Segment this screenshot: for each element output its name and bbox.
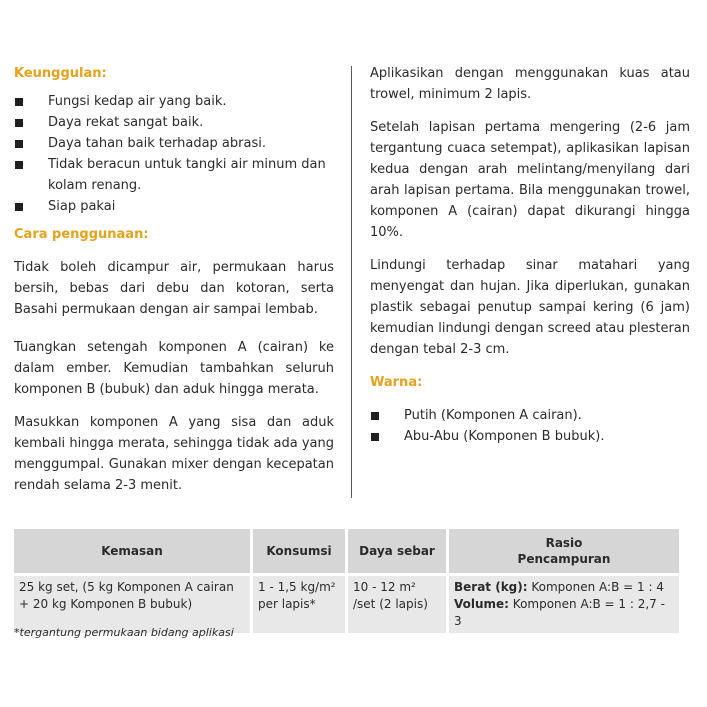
volume-value: Komponen A:B = 1 : 2,7 - 3 — [454, 597, 665, 628]
header-konsumsi: Konsumsi — [253, 529, 345, 573]
berat-value: Komponen A:B = 1 : 4 — [527, 580, 664, 594]
cara-paragraph-1: Tidak boleh dicampur air, permukaan harus bersih, bebas dari debu dan kotoran, serta Basahi permukaan dengan air sampai lembab. — [14, 260, 334, 317]
cara-paragraph-3: Masukkan komponen A yang sisa dan aduk kembali hingga merata, sehingga tidak ada yang menggumpal. Gunakan mixer dengan kecepatan rendah selama 2-3 menit. — [14, 415, 334, 493]
header-daya-sebar: Daya sebar — [348, 529, 446, 573]
list-item: Abu-Abu (Komponen B bubuk). — [370, 426, 690, 447]
spec-table-wrapper — [11, 526, 682, 636]
cell-rasio — [449, 576, 679, 633]
keunggulan-heading: Keunggulan: — [14, 66, 107, 81]
warna-heading: Warna: — [370, 375, 423, 390]
warna-list — [370, 405, 690, 447]
header-rasio-line1: Rasio — [545, 536, 583, 550]
list-item: Siap pakai — [14, 196, 334, 217]
cell-konsumsi: 1 - 1,5 kg/m² per lapis* — [253, 576, 345, 633]
table-row — [14, 576, 679, 633]
header-rasio-line2: Pencampuran — [517, 552, 611, 566]
cell-kemasan: 25 kg set, (5 kg Komponen A cairan + 20 kg Komponen B bubuk) — [14, 576, 250, 633]
cell-daya-sebar: 10 - 12 m² /set (2 lapis) — [348, 576, 446, 633]
header-kemasan: Kemasan — [14, 529, 250, 573]
volume-label: Volume: — [454, 597, 509, 611]
keunggulan-list — [14, 91, 334, 217]
berat-label: Berat (kg): — [454, 580, 528, 594]
header-rasio — [449, 529, 679, 573]
right-paragraph-3: Lindungi terhadap sinar matahari yang menyengat dan hujan. Jika diperlukan, gunakan plastik sebagai penutup sampai kering (6 jam) kemudian lindungi dengan screed atau plesteran dengan tebal 2-3 cm. — [370, 258, 690, 357]
column-divider — [351, 66, 352, 498]
list-item: Daya rekat sangat baik. — [14, 112, 334, 133]
list-item: Tidak beracun untuk tangki air minum dan kolam renang. — [14, 154, 334, 196]
list-item: Putih (Komponen A cairan). — [370, 405, 690, 426]
left-column — [14, 63, 334, 496]
cara-penggunaan-heading: Cara penggunaan: — [14, 227, 149, 242]
cara-paragraph-2: Tuangkan setengah komponen A (cairan) ke dalam ember. Kemudian tambahkan seluruh komponen B (bubuk) dan aduk hingga merata. — [14, 340, 334, 397]
list-item: Fungsi kedap air yang baik. — [14, 91, 334, 112]
right-column — [370, 63, 690, 447]
list-item: Daya tahan baik terhadap abrasi. — [14, 133, 334, 154]
footnote: *tergantung permukaan bidang aplikasi — [14, 626, 234, 639]
table-header-row — [14, 529, 679, 573]
right-paragraph-1: Aplikasikan dengan menggunakan kuas atau trowel, minimum 2 lapis. — [370, 66, 690, 102]
spec-table — [11, 526, 682, 636]
right-paragraph-2: Setelah lapisan pertama mengering (2-6 jam tergantung cuaca setempat), aplikasikan lapisan kedua dengan arah melintang/menyilang dari arah lapisan pertama. Bila menggunakan trowel, komponen A (cairan) dapat dikurangi hingga 10%. — [370, 120, 690, 240]
